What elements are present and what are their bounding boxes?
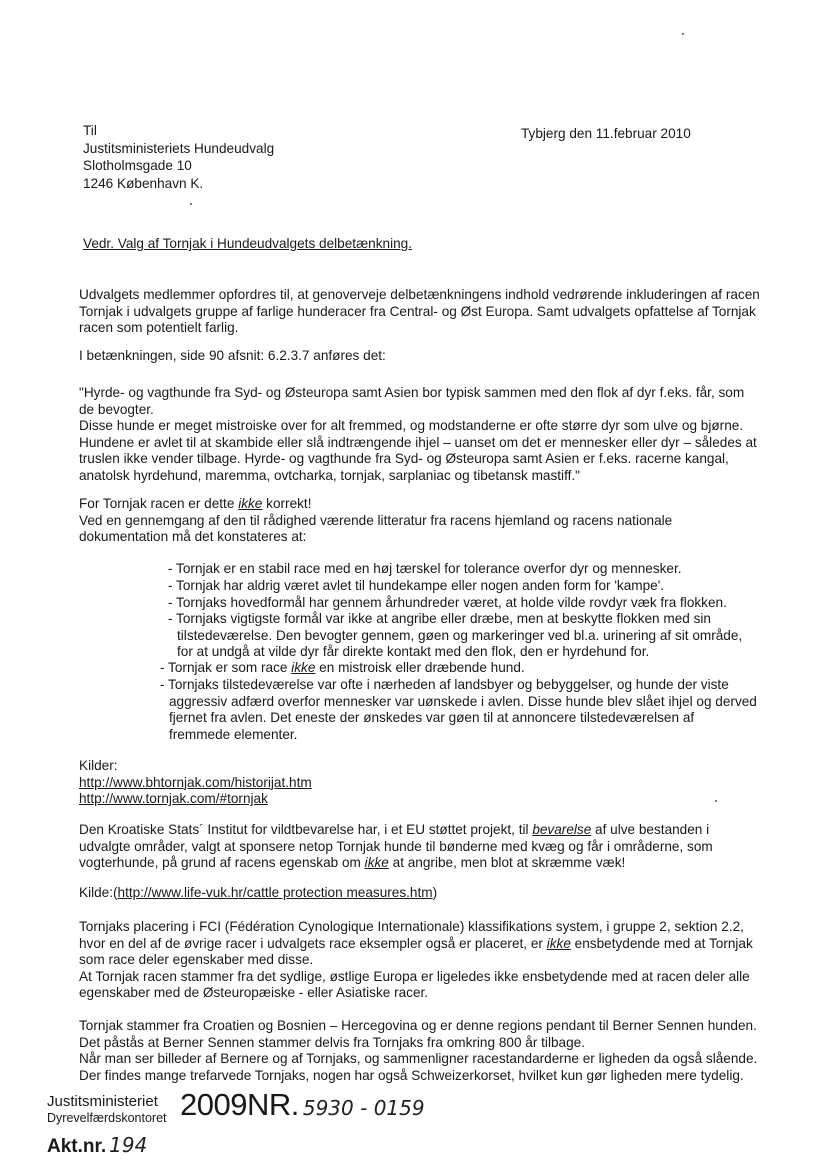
fci-line: Tornjaks placering i FCI (Fédération Cynologique Internationale) klassifikations system, i gruppe 2, sektion 2.2, xyxy=(79,919,744,934)
source-link-bhtornjak[interactable]: http://www.bhtornjak.com/historijat.htm xyxy=(79,774,312,790)
bullet-line: fremmede elementer. xyxy=(169,726,298,742)
bullet-line: for at undgå at vilde dyr får direkte kontakt med den flok, den er hyrdehund for. xyxy=(177,644,650,659)
reference-line: I betænkningen, side 90 afsnit: 6.2.3.7 anføres det: xyxy=(79,348,386,363)
scan-speck xyxy=(190,203,192,205)
stamp-ministry xyxy=(47,1094,167,1126)
review-line: dokumentation må det konstateres at: xyxy=(79,529,307,544)
quote-paragraph xyxy=(79,385,759,484)
recipient-line-name: Justitsministeriets Hundeudvalg xyxy=(83,140,275,156)
bullet-protect-flock xyxy=(168,611,742,661)
stamp-number-handwritten: 5930 - 0159 xyxy=(302,1096,425,1120)
stamp-ministry-name: Justitsministeriet xyxy=(47,1093,158,1110)
stamp-office-name: Dyrevelfærdskontoret xyxy=(47,1111,167,1125)
stamp-akt-handwritten: 194 xyxy=(109,1133,148,1157)
bullet-emphasis: ikke xyxy=(291,660,316,675)
croatia-emphasis: ikke xyxy=(364,855,389,870)
intro-line: Udvalgets medlemmer opfordres til, at genoverveje delbetænkningens indhold vedrørende inkluderingen af racen xyxy=(79,287,760,302)
origin-line: Det påstås at Berner Sennen stammer delvis fra Tornjaks fra omkring 800 år tilbage. xyxy=(79,1034,585,1050)
claim-emphasis: ikke xyxy=(238,496,263,511)
scan-speck xyxy=(715,800,717,802)
bullet-line: - Tornjaks tilstedeværelse var ofte i nærheden af landsbyer og bebyggelser, og hunde der viste xyxy=(160,677,729,692)
fci-emphasis: ikke xyxy=(546,935,571,951)
subject-line: Vedr. Valg af Tornjak i Hundeudvalgets delbetænkning. xyxy=(83,236,412,251)
date-line: Tybjerg den 11.februar 2010 xyxy=(521,126,691,141)
bullet-not-aggressive: - Tornjak er som race ikke en mistroisk eller dræbende hund. xyxy=(160,660,525,675)
fci-paragraph xyxy=(79,919,759,1002)
intro-paragraph xyxy=(79,287,759,337)
quote-line: Disse hunde er meget mistroiske over for alt fremmed, og modstanderne er ofte større dyr som ulve og bjørne. xyxy=(79,418,744,433)
stamp-akt xyxy=(47,1130,147,1163)
bullet-line: tilstedeværelse. Den bevogter gennem, gøen og markeringer ved bl.a. urinering af sit område, xyxy=(177,627,743,643)
croatia-line: udvalgte områder, valgt at sponsere netop Tornjak hunde til bønderne med kvæg og får i områderne, som xyxy=(79,838,713,854)
source2-line: Kilde:(http://www.life-vuk.hr/cattle protection measures.htm) xyxy=(79,885,438,900)
croatia-line: Den Kroatiske Stats´ Institut for vildtbevarelse har, i et EU støttet projekt, til bevarelse af ulve bestanden i xyxy=(79,822,710,837)
review-line: Ved en gennemgang af den til rådighed værende litteratur fra racens hjemland og racens nationale xyxy=(79,512,673,528)
claim-line: For Tornjak racen er dette ikke korrekt! xyxy=(79,496,312,511)
scan-speck xyxy=(682,33,684,35)
croatia-line: vogterhunde, på grund af racens egenskab om ikke at angribe, men blot at skræmme væk! xyxy=(79,855,626,870)
origin-line: Tornjak stammer fra Croatien og Bosnien – Hercegovina og er denne regions pendant til Berner Sennen hunden. xyxy=(79,1018,757,1033)
bullet-main-purpose: - Tornjaks hovedformål har gennem århundreder været, at holde vilde rovdyr væk fra flokken. xyxy=(168,595,727,610)
stamp-case-number xyxy=(180,1087,425,1129)
origin-paragraph xyxy=(79,1018,759,1084)
recipient-address xyxy=(83,122,274,192)
recipient-line-to: Til xyxy=(83,123,97,138)
recipient-line-street: Slotholmsgade 10 xyxy=(83,158,192,173)
intro-line: Tornjak i udvalgets gruppe af farlige hunderacer fra Central- og Øst Europa. Samt udvalgets opfattelse af Tornjak xyxy=(79,303,756,319)
stamp-number-printed: 2009NR. xyxy=(180,1087,299,1122)
bullet-line: fjernet fra avlen. Det eneste der ønskedes var gøen til at annoncere tilstedeværelsen af xyxy=(169,710,695,725)
bullet-line: - Tornjaks vigtigste formål var ikke at angribe eller dræbe, men at beskytte flokken med sin xyxy=(168,611,711,626)
sources-block xyxy=(79,758,759,808)
bullet-no-fighting: - Tornjak har aldrig været avlet til hundekampe eller nogen anden form for 'kampe'. xyxy=(168,578,665,593)
bullet-line: aggressiv adfærd overfor mennesker var uønskede i avlen. Disse hunde blev slået ihjel og derved xyxy=(169,693,757,709)
quote-line: anatolsk hyrdehund, maremma, ovtcharka, tornjak, sarplaniac og tibetansk mastiff." xyxy=(79,467,580,483)
recipient-line-city: 1246 København K. xyxy=(83,175,204,191)
claim-paragraph xyxy=(79,496,759,546)
fci-line: egenskaber med de Østeuropæiske - eller Asiatiske racer. xyxy=(79,985,429,1000)
intro-line: racen som potentielt farlig. xyxy=(79,320,239,335)
bullet-stable-race: - Tornjak er en stabil race med en høj tærskel for tolerance overfor dyr og mennesker. xyxy=(168,561,682,576)
source-link-tornjak[interactable]: http://www.tornjak.com/#tornjak xyxy=(79,791,268,806)
quote-line: Hundene er avlet til at skambide eller slå indtrængende ihjel – uanset om det er mennesker eller dyr – således at xyxy=(79,434,757,450)
quote-line: "Hyrde- og vagthunde fra Syd- og Østeuropa samt Asien bor typisk sammen med den flok af dyr f.eks. får, som xyxy=(79,385,745,400)
source-link-life-vuk[interactable]: http://www.life-vuk.hr/cattle protection measures.htm xyxy=(117,885,433,900)
croatia-emphasis: bevarelse xyxy=(532,822,592,837)
origin-line: Når man ser billeder af Bernere og af Tornjaks, og sammenligner racestandarderne er ligheden da også slående. xyxy=(79,1051,758,1066)
fci-line: hvor en del af de øvrige racer i udvalgets race eksempler også er placeret, er ikke ensbetydende med at Tornjak xyxy=(79,935,753,951)
fci-line: At Tornjak racen stammer fra det sydlige, østlige Europa er ligeledes ikke ensbetydende med at racen deler alle xyxy=(79,968,750,984)
quote-line: de bevogter. xyxy=(79,401,154,417)
fci-line: som race deler egenskaber med disse. xyxy=(79,952,314,967)
bullet-near-villages xyxy=(160,677,757,743)
sources-label: Kilder: xyxy=(79,758,118,773)
origin-line: Der findes mange trefarvede Tornjaks, nogen har også Schweizerkorset, hvilket kun gør ligheden mere tydelig. xyxy=(79,1067,744,1083)
quote-line: truslen ikke vender tilbage. Hyrde- og vagthunde fra Syd- og Østeuropa samt Asien er f.eks. racerne kangal, xyxy=(79,451,729,466)
croatia-paragraph xyxy=(79,822,759,872)
stamp-akt-label: Akt.nr. xyxy=(47,1136,107,1157)
